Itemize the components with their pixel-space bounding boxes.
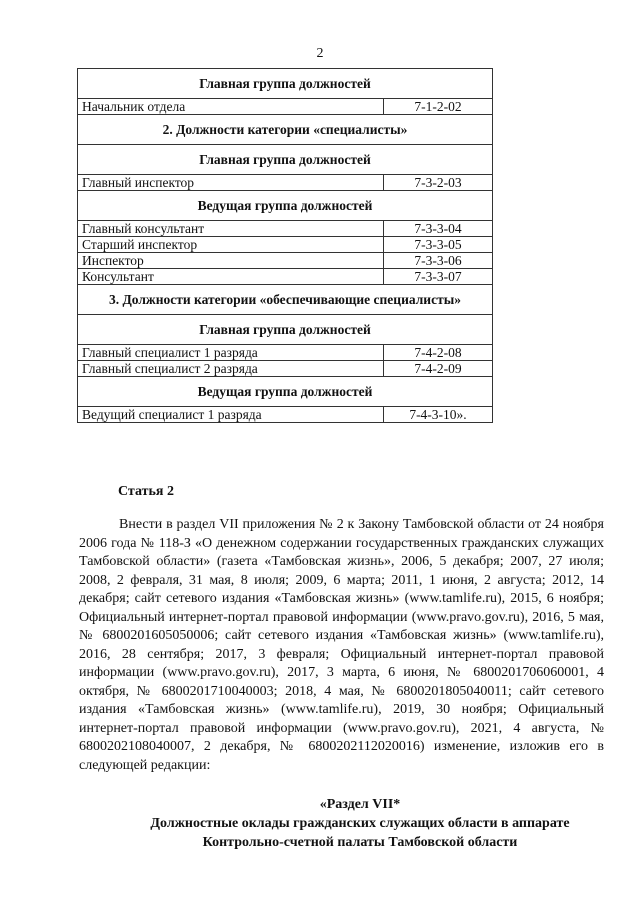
group-header-text: Главная группа должностей: [78, 69, 493, 99]
group-header-text: Главная группа должностей: [78, 145, 493, 175]
table-group-header: [78, 377, 493, 407]
table-group-header: [78, 115, 493, 145]
section-heading-block: [80, 795, 640, 852]
group-header-text: Ведущая группа должностей: [78, 377, 493, 407]
group-header-text: 2. Должности категории «специалисты»: [78, 115, 493, 145]
table-row: [78, 407, 493, 423]
position-code: 7-3-2-03: [384, 175, 493, 191]
section-title-line-1: Должностные оклады гражданских служащих области в аппарате: [150, 816, 570, 831]
position-name: Главный специалист 2 разряда: [78, 361, 384, 377]
position-name: Главный специалист 1 разряда: [78, 345, 384, 361]
table-row: [78, 361, 493, 377]
position-name: Консультант: [78, 269, 384, 285]
position-code: 7-3-3-04: [384, 221, 493, 237]
group-header-text: Главная группа должностей: [78, 315, 493, 345]
group-header-text: 3. Должности категории «обеспечивающие специалисты»: [78, 285, 493, 315]
position-name: Ведущий специалист 1 разряда: [78, 407, 384, 423]
position-code: 7-3-3-07: [384, 269, 493, 285]
table-row: [78, 237, 493, 253]
table-row: [78, 221, 493, 237]
positions-table: [77, 68, 493, 423]
position-code: 7-4-3-10».: [384, 407, 493, 423]
position-name: Инспектор: [78, 253, 384, 269]
table-row: [78, 269, 493, 285]
table-row: [78, 345, 493, 361]
section-title-line-2: Контрольно-счетной палаты Тамбовской области: [202, 835, 518, 850]
section-heading: «Раздел VII*: [319, 797, 401, 812]
table-group-header: [78, 315, 493, 345]
table-row: [78, 175, 493, 191]
article-text: Внести в раздел VII приложения № 2 к Закону Тамбовской области от 24 ноября 2006 года № 118-З «О денежном содержании государственных гражданских служащих Тамбовской области» (газета «Тамбовская жизнь», 2006, 5 декабря; 2007, 27 июля; 2008, 2 февраля, 31 мая, 8 июля; 2009, 6 марта; 2011, 1 июня, 2 августа; 2012, 14 декабря; сайт сетевого издания «Тамбовская жизнь» (www.tamlife.ru), 2015, 6 ноября; Официальный интернет-портал правовой информации (www.pravo.gov.ru), 2016, 5 мая, № 6800201605050006; сайт сетевого издания «Тамбовская жизнь» (www.tamlife.ru), 2016, 28 сентября; 2017, 3 февраля; Официальный интернет-портал правовой информации (www.pravo.gov.ru), 2017, 3 марта, 6 июня, № 6800201706060001, 4 октября, № 6800201710040003; 2018, 4 мая, № 6800201805040011; сайт сетевого издания «Тамбовская жизнь» (www.tamlife.ru), 2019, 30 ноября; Официальный интернет-портал правовой информации (www.pravo.gov.ru), 2021, 4 августа, № 6800202108040007, 2 декабря, № 6800202112020016) изменение, изложив его в следующей редакции:: [79, 517, 604, 773]
table-row: [78, 253, 493, 269]
position-code: 7-3-3-06: [384, 253, 493, 269]
position-code: 7-4-2-08: [384, 345, 493, 361]
positions-table-body: [78, 69, 493, 423]
table-group-header: [78, 285, 493, 315]
table-group-header: [78, 69, 493, 99]
position-name: Старший инспектор: [78, 237, 384, 253]
position-code: 7-4-2-09: [384, 361, 493, 377]
position-name: Начальник отдела: [78, 99, 384, 115]
page-number: 2: [316, 46, 324, 61]
table-group-header: [78, 145, 493, 175]
position-code: 7-1-2-02: [384, 99, 493, 115]
position-name: Главный консультант: [78, 221, 384, 237]
position-name: Главный инспектор: [78, 175, 384, 191]
article-title: Статья 2: [118, 484, 174, 499]
position-code: 7-3-3-05: [384, 237, 493, 253]
table-group-header: [78, 191, 493, 221]
table-row: [78, 99, 493, 115]
group-header-text: Ведущая группа должностей: [78, 191, 493, 221]
